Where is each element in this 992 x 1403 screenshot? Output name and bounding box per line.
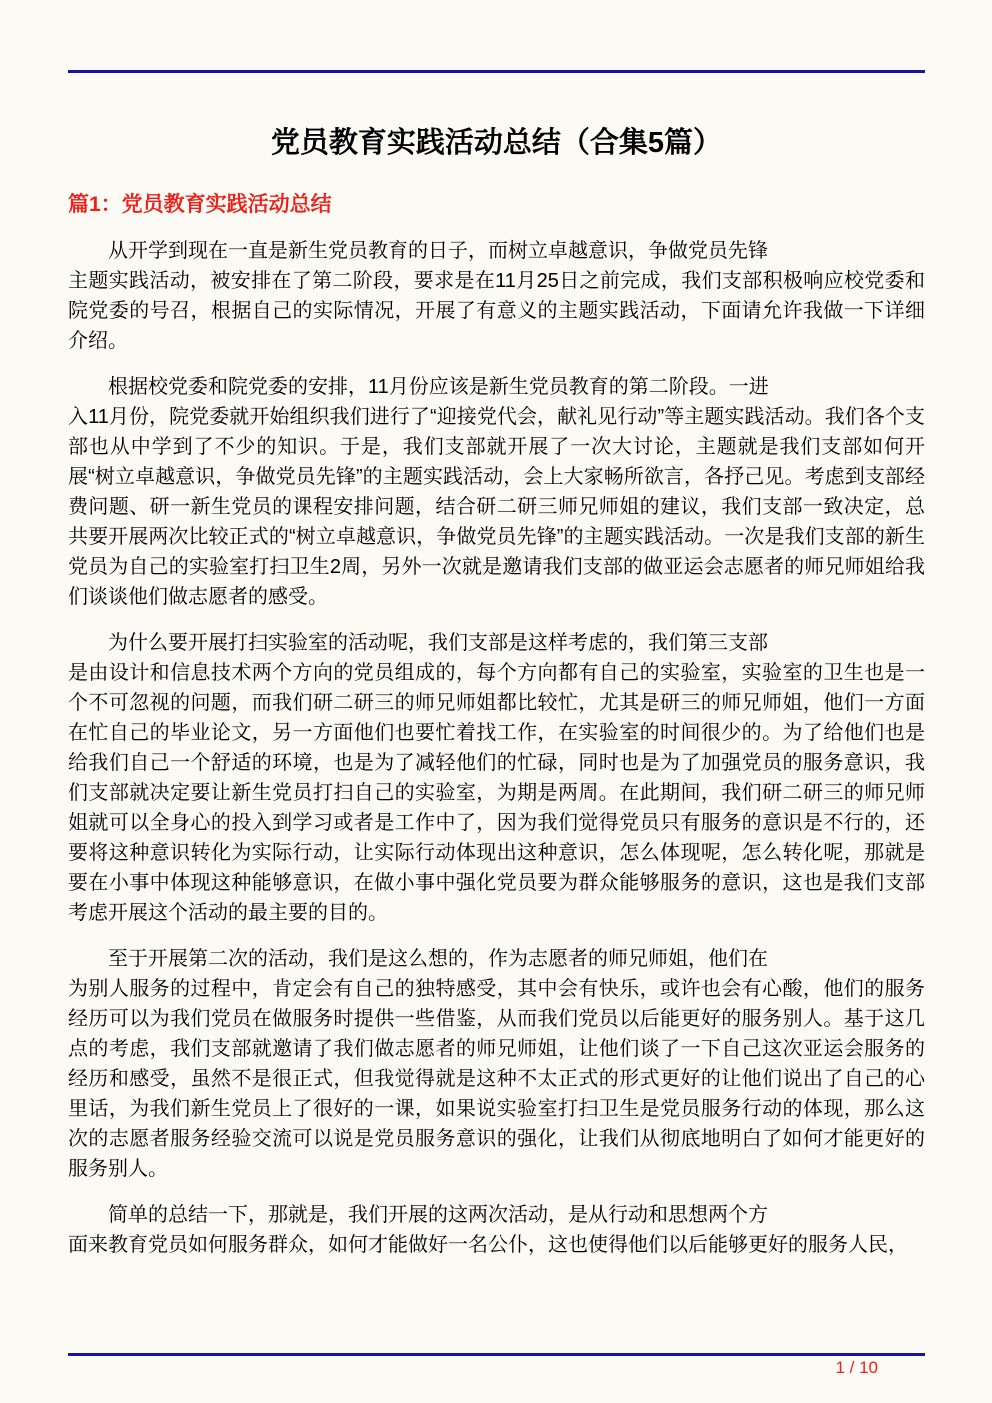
page-number: 1 / 10 xyxy=(835,1358,878,1377)
paragraph xyxy=(68,372,925,612)
paragraph-body: 主题实践活动，被安排在了第二阶段，要求是在11月25日之前完成，我们支部积极响应校党委和院党委的号召，根据自己的实际情况，开展了有意义的主题实践活动，下面请允许我做一下详细介绍。 xyxy=(68,270,925,352)
paragraph xyxy=(68,628,925,928)
paragraph xyxy=(68,944,925,1184)
document-title: 党员教育实践活动总结（合集5篇） xyxy=(270,127,723,159)
paragraph-body: 入11月份，院党委就开始组织我们进行了“迎接党代会，献礼见行动”等主题实践活动。我们各个支部也从中学到了不少的知识。于是，我们支部就开展了一次大讨论，主题就是我们支部如何开展“树立卓越意识，争做党员先锋”的主题实践活动，会上大家畅所欲言，各抒己见。考虑到支部经费问题、研一新生党员的课程安排问题，结合研二研三师兄师姐的建议，我们支部一致决定，总共要开展两次比较正式的“树立卓越意识，争做党员先锋”的主题实践活动。一次是我们支部的新生党员为自己的实验室打扫卫生2周，另外一次就是邀请我们支部的做亚运会志愿者的师兄师姐给我们谈谈他们做志愿者的感受。 xyxy=(68,406,925,608)
paragraph xyxy=(68,236,925,356)
paragraph-first-line: 为什么要开展打扫实验室的活动呢，我们支部是这样考虑的，我们第三支部 xyxy=(108,632,768,654)
section-heading: 篇1：党员教育实践活动总结 xyxy=(68,193,332,216)
paragraph-first-line: 至于开展第二次的活动，我们是这么想的，作为志愿者的师兄师姐，他们在 xyxy=(108,948,768,970)
paragraph-first-line: 简单的总结一下，那就是，我们开展的这两次活动，是从行动和思想两个方 xyxy=(108,1204,768,1226)
footer-rule xyxy=(68,1353,925,1356)
top-rule xyxy=(68,70,925,73)
paragraph xyxy=(68,1200,925,1260)
paragraph-body: 面来教育党员如何服务群众，如何才能做好一名公仆，这也使得他们以后能够更好的服务人民， xyxy=(68,1234,908,1256)
paragraph-first-line: 根据校党委和院党委的安排，11月份应该是新生党员教育的第二阶段。一进 xyxy=(108,376,769,398)
paragraph-body: 为别人服务的过程中，肯定会有自己的独特感受，其中会有快乐，或许也会有心酸，他们的服务经历可以为我们党员在做服务时提供一些借鉴，从而我们党员以后能更好的服务别人。基于这几点的考虑，我们支部就邀请了我们做志愿者的师兄师姐，让他们谈了一下自己这次亚运会服务的经历和感受，虽然不是很正式，但我觉得就是这种不太正式的形式更好的让他们说出了自己的心里话，为我们新生党员上了很好的一课，如果说实验室打扫卫生是党员服务行动的体现，那么这次的志愿者服务经验交流可以说是党员服务意识的强化，让我们从彻底地明白了如何才能更好的服务别人。 xyxy=(68,978,925,1180)
paragraph-body: 是由设计和信息技术两个方向的党员组成的，每个方向都有自己的实验室，实验室的卫生也是一个不可忽视的问题，而我们研二研三的师兄师姐都比较忙，尤其是研三的师兄师姐，他们一方面在忙自己的毕业论文，另一方面他们也要忙着找工作，在实验室的时间很少的。为了给他们也是给我们自己一个舒适的环境，也是为了减轻他们的忙碌，同时也是为了加强党员的服务意识，我们支部就决定要让新生党员打扫自己的实验室，为期是两周。在此期间，我们研二研三的师兄师姐就可以全身心的投入到学习或者是工作中了，因为我们觉得党员只有服务的意识是不行的，还要将这种意识转化为实际行动，让实际行动体现出这种意识，怎么体现呢，怎么转化呢，那就是要在小事中体现这种能够意识，在做小事中强化党员要为群众能够服务的意识，这也是我们支部考虑开展这个活动的最主要的目的。 xyxy=(68,662,925,924)
paragraph-first-line: 从开学到现在一直是新生党员教育的日子，而树立卓越意识，争做党员先锋 xyxy=(108,240,768,262)
